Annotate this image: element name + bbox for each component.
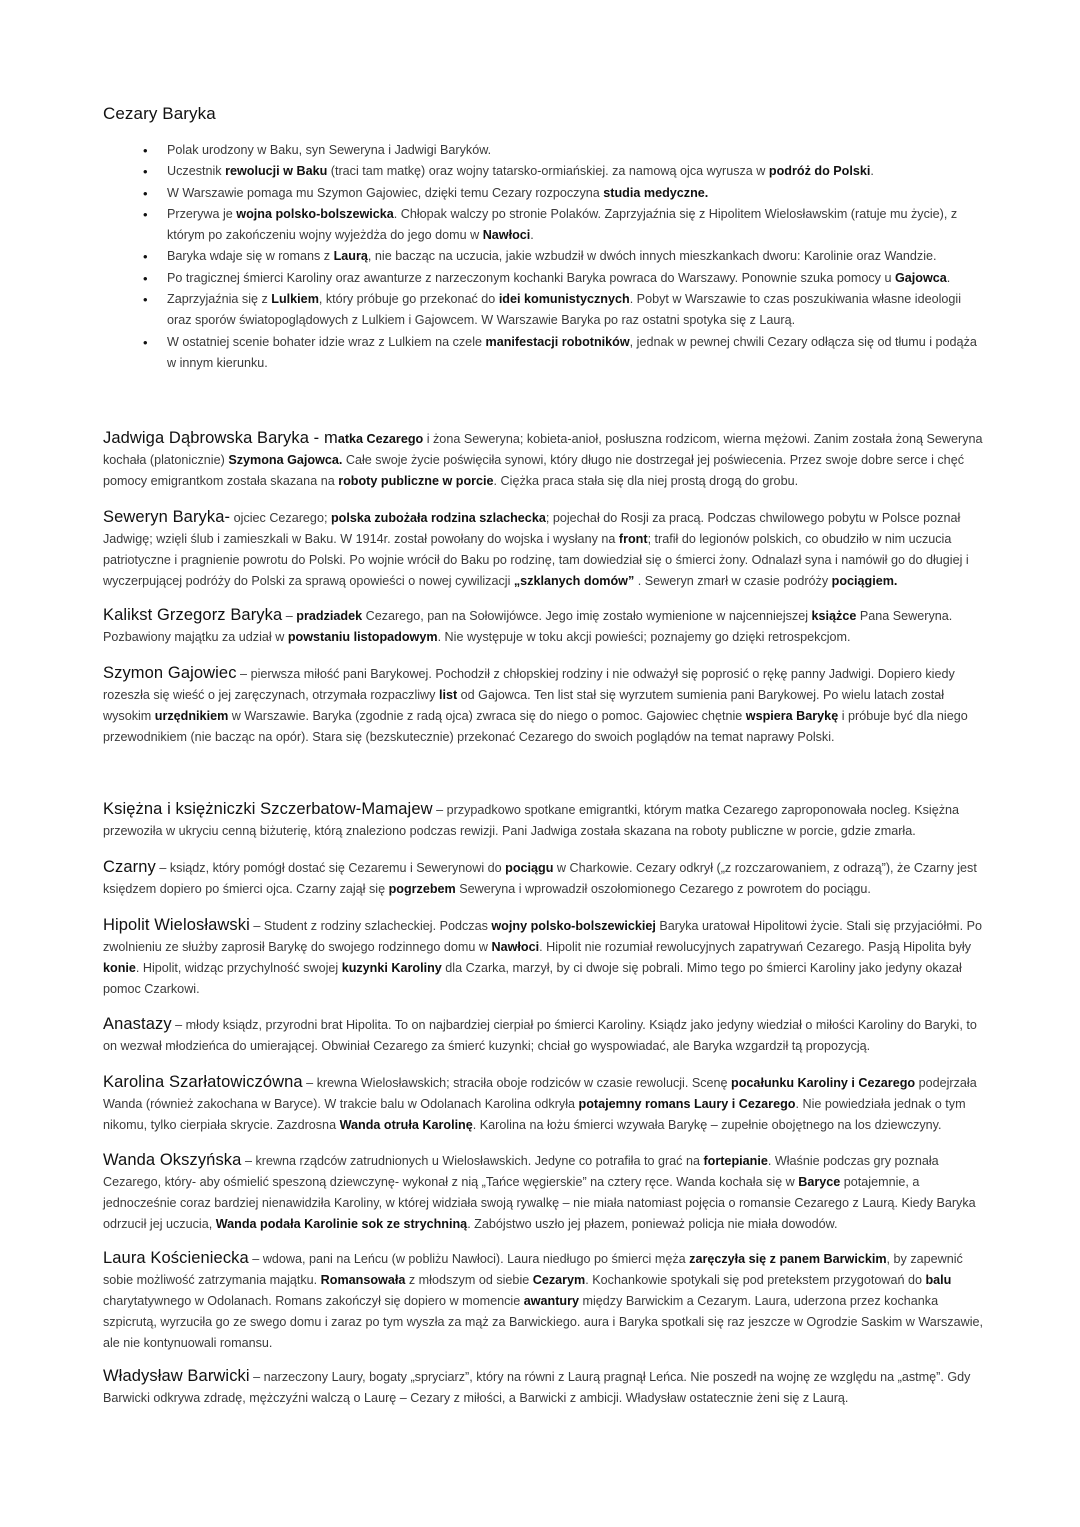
emphasis-text: manifestacji robotników [485, 334, 630, 349]
character-entry-barwicki [103, 1366, 983, 1409]
list-item-text [167, 143, 491, 157]
text-run: . [870, 164, 874, 179]
emphasis-text: Wanda otruła Karolinę [339, 1118, 473, 1132]
text-run: . Pobyt w Warszawie to czas poszukiwania własne ideologii oraz sporów światopoglądowych z Lulkiem i Gajowcem. W Warszawie Baryka po raz ostatni spotyka się z Laurą. [167, 292, 962, 328]
list-item-text [167, 249, 937, 263]
emphasis-text: podróż do Polski [768, 164, 871, 179]
text-run: , by zapewnić sobie możliwość zatrzymania majątku. [103, 1252, 963, 1287]
emphasis-text: „szklanych domów” [513, 574, 635, 588]
emphasis-text: rewolucji w Baku [225, 164, 328, 179]
character-entry-seweryn [103, 507, 983, 592]
text-run: Po tragicznej śmierci Karoliny oraz awanturze z narzeczonym kochanki Baryka powraca do Warszawy. Ponownie szuka pomocy u [167, 270, 895, 285]
text-run: Pana Seweryna. Pozbawiony majątku za udział w [103, 609, 953, 644]
character-name: Kalikst Grzegorz Baryka [103, 606, 283, 624]
text-run: . Karolina na łożu śmierci wzywała Barykę – zupełnie obojętnego na los dziewczyny. [472, 1118, 942, 1132]
emphasis-text: Nawłoci [491, 940, 540, 954]
list-item [103, 183, 983, 204]
text-run: ojciec Cezarego; [230, 511, 331, 525]
text-run: – Student z rodziny szlacheckiej. Podczas [249, 919, 492, 933]
text-run: ; pojechał do Rosji za pracą. Podczas chwilowego pobytu w Polsce poznał Jadwigę; wzięli ślub i zamieszkali w Baku. W 1914r. został powołany do wojska i wysłany na [103, 511, 961, 546]
character-name: Hipolit Wielosławski [103, 916, 250, 934]
text-run: Przerywa je [167, 206, 237, 221]
text-run: Baryka wdaje się w romans z [167, 249, 334, 264]
list-item [103, 204, 983, 247]
text-run: i próbuje być dla niego przewodnikiem (nie bacząc na opór). Stara się (bezskutecznie) przekonać Cezarego do swoich poglądów na temat naprawy Polski. [103, 709, 968, 744]
character-entry-laura [103, 1248, 983, 1354]
list-item [103, 161, 983, 182]
emphasis-text: idei komunistycznych [498, 292, 630, 307]
list-item-text [167, 207, 957, 242]
text-run: , który próbuje go przekonać do [318, 292, 499, 307]
text-run: Polak urodzony w Baku, syn Seweryna i Jadwigi Baryków. [167, 143, 492, 157]
text-run: , jednak w pewnej chwili Cezary odłącza się od tłumu i podąża w innym kierunku. [167, 334, 977, 370]
text-run: i żona Seweryna; kobieta-anioł, posłuszna rodzicom, wierna mężowi. Zanim została żoną Seweryna kochała (platonicznie) [103, 432, 983, 467]
character-name: Seweryn Baryka- [103, 508, 231, 526]
text-run: . Zabójstwo uszło jej płazem, ponieważ policja nie miała dowodów. [467, 1217, 838, 1231]
text-run: . Nie powiedziała jednak o tym nikomu, tylko cierpiała skrycie. Zazdrosna [103, 1097, 966, 1132]
text-run: . Właśnie podczas gry poznała Cezarego, który- aby ośmielić speszoną dziewczynę- wykonał z nią „Tańce węgierskie” na cztery ręce. Wanda kochała się w [103, 1154, 939, 1189]
emphasis-text: pocałunku Karoliny i Cezarego [731, 1076, 916, 1090]
emphasis-text: Nawłoci [482, 228, 531, 243]
emphasis-text: pociągiem. [831, 574, 898, 588]
text-run: – ksiądz, który pomógł dostać się Cezaremu i Sewerynowi do [155, 861, 506, 875]
emphasis-text: studia medyczne. [603, 185, 709, 200]
text-run: . [530, 228, 534, 243]
emphasis-text: zaręczyła się z panem Barwickim [689, 1252, 887, 1266]
list-item [103, 332, 983, 375]
emphasis-text: pociągu [505, 861, 554, 875]
emphasis-text: fortepianie [703, 1154, 768, 1168]
emphasis-text: awantury [523, 1294, 579, 1308]
text-run: – pierwsza miłość pani Barykowej. Pochodził z chłopskiej rodziny i nie odważył się poprosić o rękę panny Jadwigi. Dopiero kiedy rozeszła się wieść o jej zaręczynach, otrzymała rozpaczliwy [103, 667, 955, 702]
bullet-icon: • [143, 143, 148, 158]
emphasis-text: Baryce [798, 1175, 841, 1189]
character-name: Anastazy [103, 1015, 172, 1033]
character-name: Karolina Szarłatowiczówna [103, 1073, 303, 1091]
emphasis-text: Cezarym [532, 1273, 586, 1287]
text-run: – wdowa, pani na Leńcu (w pobliżu Nawłoci). Laura niedługo po śmierci męża [248, 1252, 690, 1266]
emphasis-text: kuzynki Karoliny [341, 961, 442, 975]
emphasis-text: Romansowała [320, 1273, 406, 1287]
text-run: Cezarego, pan na Sołowijówce. Jego imię zostało wymienione w najcenniejszej [362, 609, 812, 623]
section-title: Cezary Baryka [103, 104, 216, 123]
text-run: – narzeczony Laury, bogaty „spryciarz”, który na równi z Laurą pragnął Leńca. Nie poszedł na wojnę ze względu na „astmę”. Gdy Barwicki odkrywa zdradę, mężczyźni walczą o Laurę – Cezary z miłości, a Barwicki z ambicji. Władysław ostatecznie żeni się z Laurą. [103, 1370, 971, 1405]
character-name: Jadwiga Dąbrowska Baryka - m [103, 429, 338, 447]
text-run: . Nie występuje w toku akcji powieści; poznajemy go dzięki retrospekcjom. [437, 630, 851, 644]
bullet-icon: • [143, 206, 148, 222]
emphasis-text: potajemny romans Laury i Cezarego [578, 1097, 796, 1111]
character-entry-jadwiga [103, 428, 983, 492]
text-run: . Hipolit, widząc przychylność swojej [135, 961, 342, 975]
text-run: – krewna Wielosławskich; straciła oboje rodziców w czasie rewolucji. Scenę [302, 1076, 732, 1090]
character-entry-hipolit [103, 915, 983, 1000]
emphasis-text: Lulkiem [271, 292, 319, 307]
bullet-icon: • [143, 334, 148, 350]
list-item-text [167, 186, 708, 200]
text-run: między Barwickim a Cezarym. Laura, uderzona przez kochanka szpicrutą, wyrzuciła go ze swego domu i zaraz po tym wyszła za mąż za Barwickiego. aura i Baryka spotkali się raz jeszcze w Ogrodzie Saskim w Warszawie, ale nie kontynuowali romansu. [103, 1294, 984, 1350]
character-name: Wanda Okszyńska [103, 1151, 242, 1169]
text-run: . Kochankowie spotykali się pod pretekstem przygotowań do [585, 1273, 926, 1287]
list-item-text [167, 164, 874, 178]
character-entry-czarny [103, 857, 983, 900]
text-run: – krewna rządców zatrudnionych u Wielosławskich. Jedyne co potrafiła to grać na [241, 1154, 704, 1168]
emphasis-text: powstaniu listopadowym [287, 630, 438, 644]
bullet-icon: • [143, 249, 148, 265]
text-run: Zaprzyjaźnia się z [167, 292, 272, 307]
character-name: Czarny [103, 858, 156, 876]
text-run: W Warszawie pomaga mu Szymon Gajowiec, dzięki temu Cezary rozpoczyna [167, 185, 604, 200]
character-entry-kalikst [103, 605, 983, 648]
text-run: , nie bacząc na uczucia, jakie wzbudził w dwóch innych mieszkankach dworu: Karolinie oraz Wandzie. [367, 249, 937, 264]
character-description [103, 1018, 977, 1053]
text-run: W ostatniej scenie bohater idzie wraz z Lulkiem na czele [167, 334, 486, 349]
emphasis-text: polska zubożała rodzina szlachecka [330, 511, 546, 525]
emphasis-text: atka Cezarego [337, 432, 424, 446]
emphasis-text: front [618, 532, 648, 546]
bullet-icon: • [143, 292, 148, 308]
list-item [103, 140, 983, 161]
emphasis-text: wspiera Barykę [745, 709, 839, 723]
text-run: z młodszym od siebie [405, 1273, 533, 1287]
character-name: Szymon Gajowiec [103, 664, 237, 682]
emphasis-text: balu [925, 1273, 952, 1287]
character-entry-karolina [103, 1072, 983, 1136]
list-item [103, 246, 983, 267]
character-entry-anastazy [103, 1014, 983, 1057]
list-item-text [167, 271, 950, 285]
emphasis-text: książce [811, 609, 857, 623]
text-run: . Ciężka praca stała się dla niej prostą drogą do grobu. [493, 474, 799, 488]
text-run: w Warszawie. Baryka (zgodnie z radą ojca) zwraca się do niego o pomoc. Gajowiec chętnie [228, 709, 746, 723]
character-description [103, 861, 977, 896]
emphasis-text: Wanda podała Karolinie sok ze strychniną [215, 1217, 468, 1231]
character-name: Laura Kościeniecka [103, 1249, 249, 1267]
biography-list [103, 140, 983, 374]
text-run: Całe swoje życie poświęciła synowi, który długo nie dostrzegał jej poświecenia. Przez swoje dobre serce i chęć pomocy emigrantkom została skazana na [103, 453, 964, 488]
text-run: od Gajowca. Ten list stał się wyrzutem sumienia pani Barykowej. Po wielu latach został wysokim [103, 688, 945, 723]
bullet-icon: • [143, 185, 148, 201]
text-run: potajemnie, a jednocześnie coraz bardziej nienawidziła Karoliny, w której widziała swoją rywalkę – nie miała natomiast pojęcia o romansie Cezarego z Laurą. Kiedy Baryka odrzucił jej uczucia, [103, 1175, 976, 1231]
list-item-text [167, 292, 961, 327]
character-name: Księżna i księżniczki Szczerbatow-Mamajew [103, 800, 433, 818]
emphasis-text: wojna polsko-bolszewicka [236, 206, 394, 221]
text-run: . Seweryn zmarł w czasie podróży [634, 574, 832, 588]
text-run: podejrzała Wanda (również zakochana w Baryce). W trakcie balu w Odolanach Karolina odkryła [103, 1076, 977, 1111]
text-run: (traci tam matkę) oraz wojny tatarsko-ormiańskiej. za namową ojca wyrusza w [327, 164, 769, 179]
text-run: – przypadkowo spotkane emigrantki, którym matka Cezarego zaproponowała nocleg. Księżna przewoziła w ukryciu cenną biżuterię, którą znaleziono podczas rewizji. Pani Jadwiga została skazana na roboty publiczne w porcie, gdzie zmarła. [103, 803, 960, 838]
text-run: ; trafił do legionów polskich, co obudziło w nim uczucia patriotyczne i pragnienie powrotu do Polski. Po wojnie wrócił do Baku po rodzinę, tam dowiedział się o śmierci żony. Odnalazł syna i namówił go do długiej i wyczerpującej podróży do Polski za sprawą opowieści o nowej cywilizacji [103, 532, 969, 588]
character-name: Władysław Barwicki [103, 1367, 250, 1385]
emphasis-text: konie [103, 961, 136, 975]
emphasis-text: wojny polsko-bolszewickiej [491, 919, 656, 933]
bullet-icon: • [143, 164, 148, 180]
text-run: charytatywnego w Odolanach. Romans zakończył się dopiero w momencie [103, 1294, 524, 1308]
text-run: Seweryna i wprowadził oszołomionego Cezarego z powrotem do pociągu. [455, 882, 871, 896]
emphasis-text: Szymona Gajowca. [228, 453, 343, 467]
list-item [103, 268, 983, 289]
emphasis-text: pogrzebem [388, 882, 456, 896]
text-run: dla Czarka, marzył, by ci dwoje się pobrali. Mimo tego po śmierci Karoliny jako jedyny okazał pomoc Czarkowi. [103, 961, 962, 996]
text-run: . Hipolit nie rozumiał rewolucyjnych zapatrywań Cezarego. Pasją Hipolita były [539, 940, 971, 954]
text-run: . [946, 270, 951, 285]
emphasis-text: Laurą [333, 249, 368, 264]
text-run: Uczestnik [167, 164, 226, 179]
character-entry-wanda [103, 1150, 983, 1235]
character-entry-ksiezna [103, 799, 983, 842]
list-item-text [167, 335, 977, 370]
emphasis-text: urzędnikiem [154, 709, 229, 723]
text-run: w Charkowie. Cezary odkrył („z rozczarowaniem, z odrazą”), że Czarny jest księdzem dopiero po śmierci ojca. Czarny zajął się [103, 861, 977, 896]
emphasis-text: Gajowca [894, 270, 947, 285]
text-run: . Chłopak walczy po stronie Polaków. Zaprzyjaźnia się z Hipolitem Wielosławskim (ratuje mu życie), z którym po zakończeniu wojny wyjeżdża do jego domu w [167, 206, 958, 243]
text-run: – [282, 609, 297, 623]
emphasis-text: roboty publiczne w porcie [338, 474, 494, 488]
list-item [103, 289, 983, 332]
emphasis-text: pradziadek [296, 609, 363, 623]
bullet-icon: • [143, 270, 148, 286]
text-run: Baryka uratował Hipolitowi życie. Stali się przyjaciółmi. Po zwolnieniu ze służby zaprosił Barykę do swojego rodzinnego domu w [103, 919, 983, 954]
emphasis-text: list [438, 688, 458, 702]
text-run: – młody ksiądz, przyrodni brat Hipolita. To on najbardziej cierpiał po śmierci Karoliny. Ksiądz jako jedyny wiedział o miłości Karoliny do Baryki, to on wezwał młodzieńca do umierającej. Obwiniał Cezarego za śmierć kuzynki; chciał go wyspowiadać, ale Baryka wzgardził tą propozycją. [103, 1018, 977, 1053]
character-description [103, 511, 969, 588]
character-entry-gajowiec [103, 663, 983, 748]
